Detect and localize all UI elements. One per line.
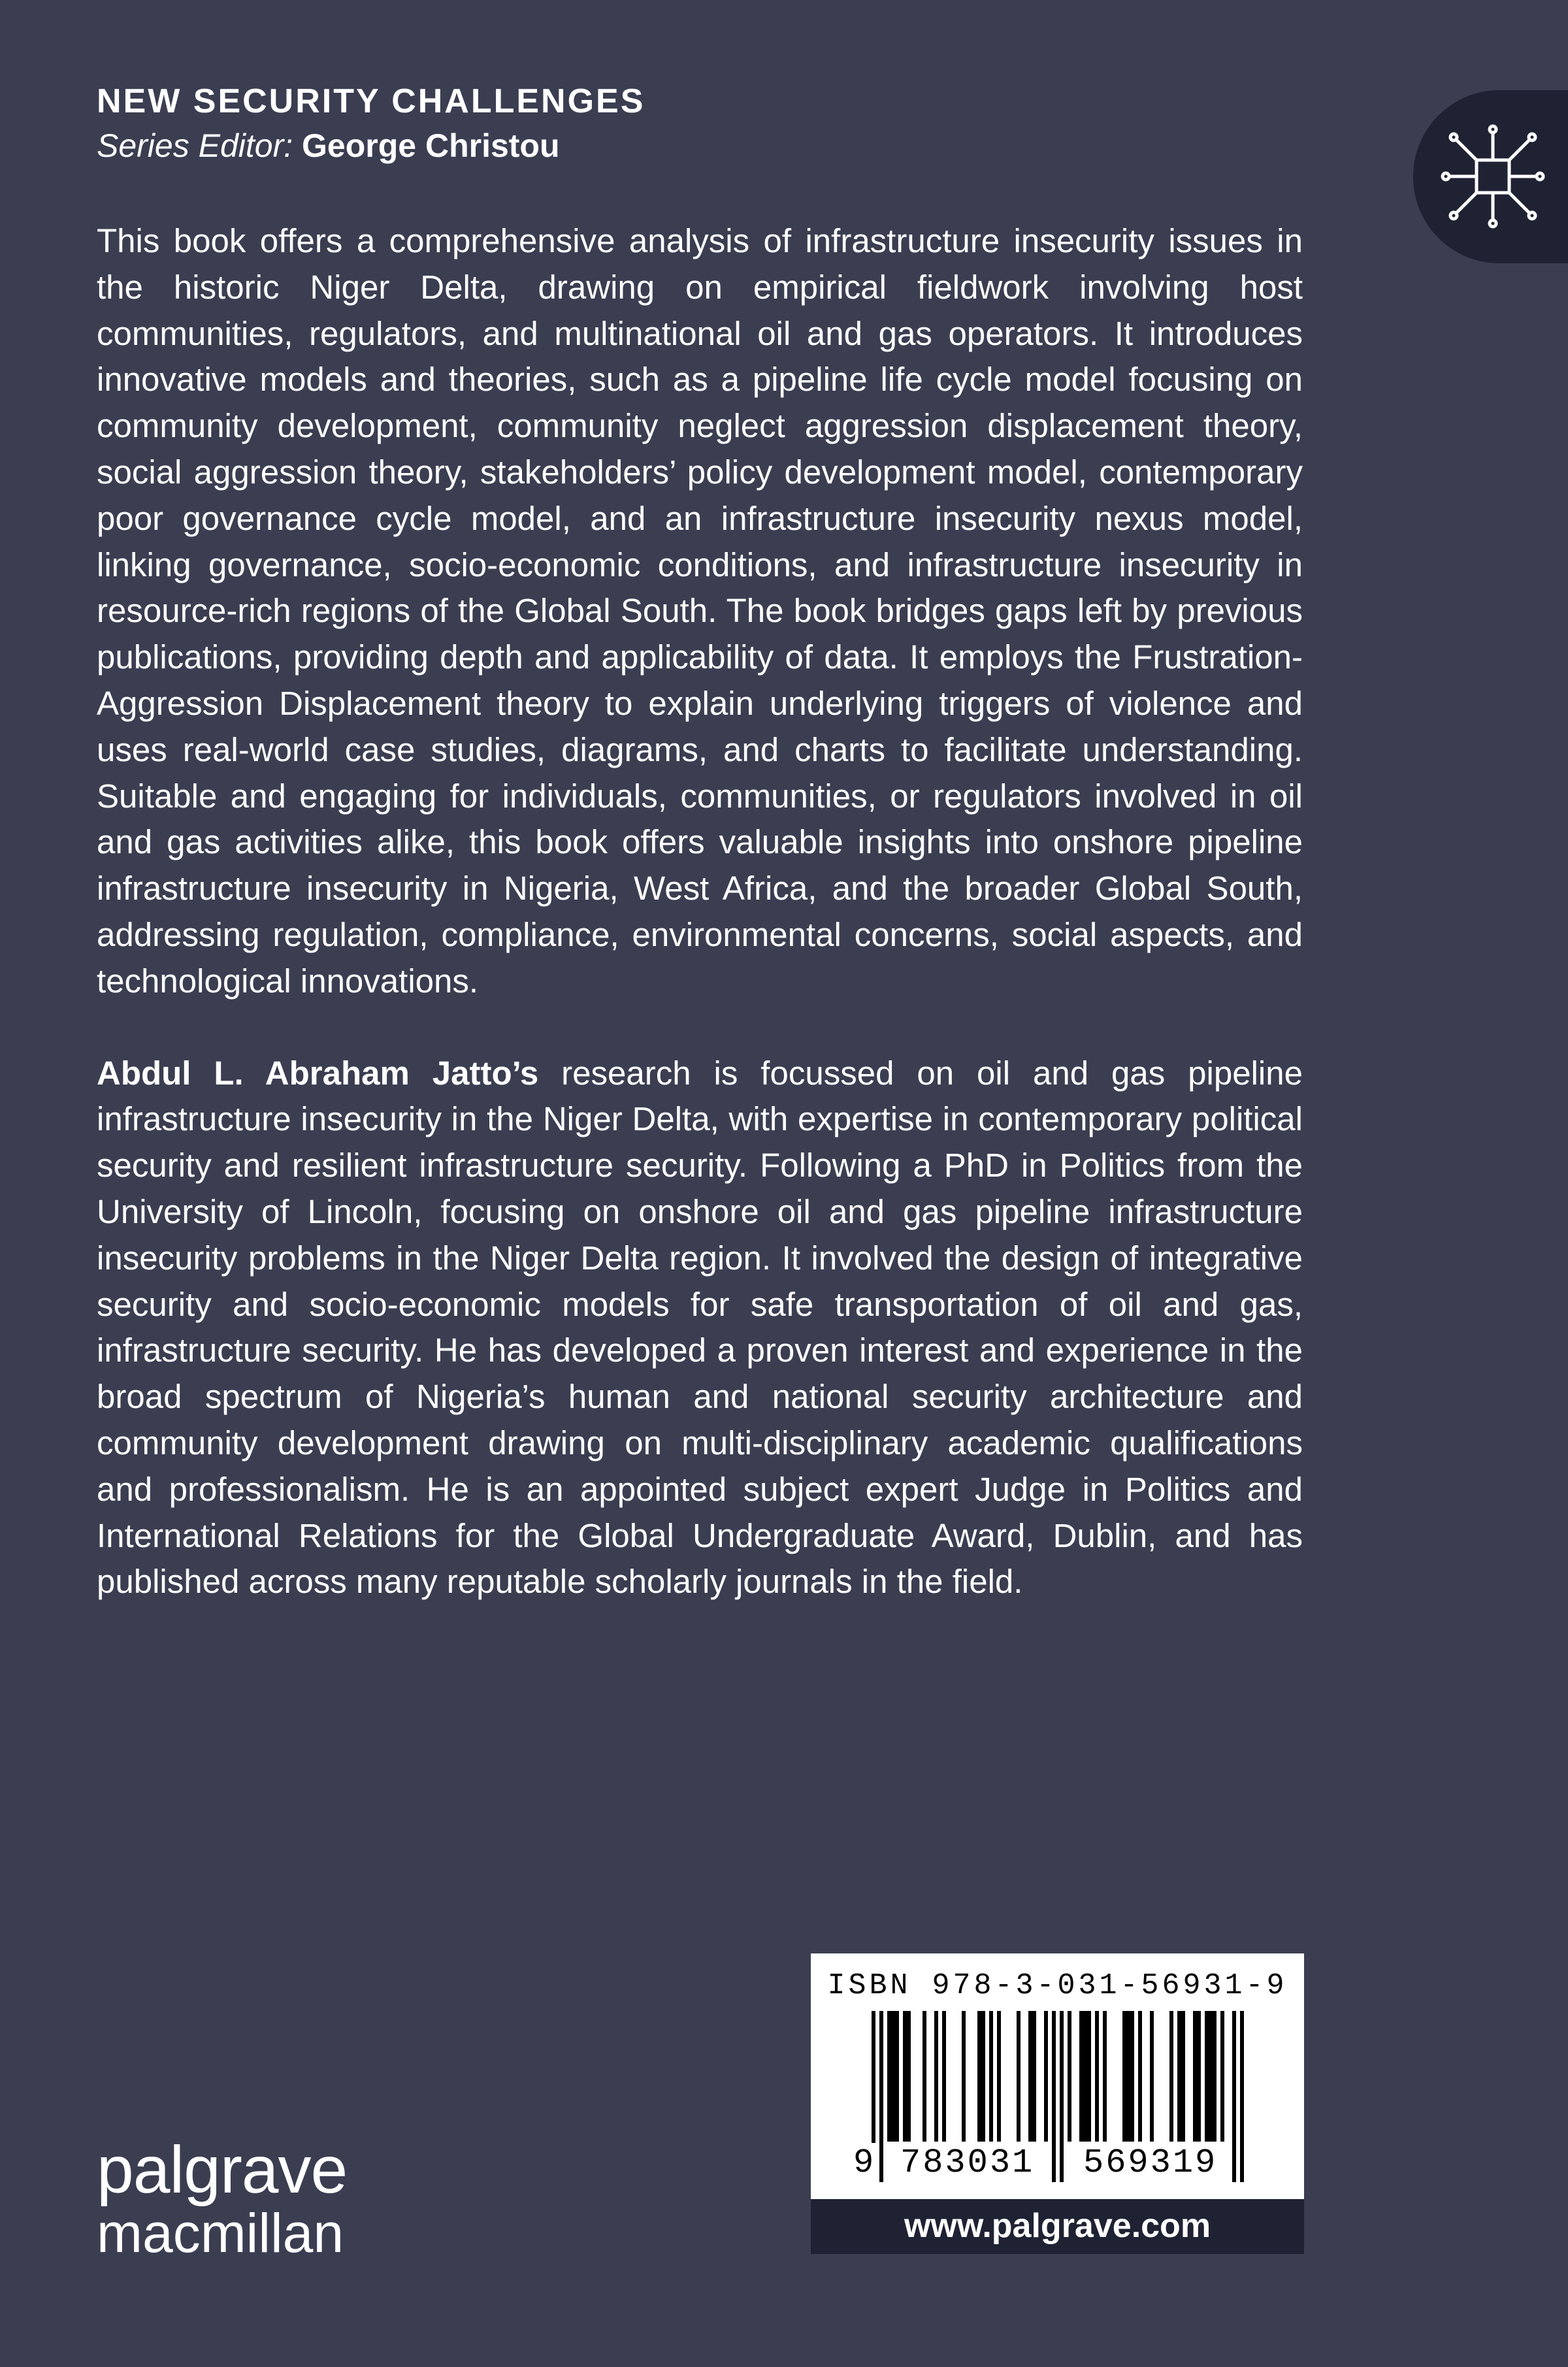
barcode-bar xyxy=(977,2011,981,2142)
ean-digits xyxy=(852,2143,1270,2183)
barcode-bar xyxy=(1122,2011,1126,2142)
author-name: Abdul L. Abraham Jatto’s xyxy=(97,1054,539,1092)
isbn-label: ISBN 978-3-031-56931-9 xyxy=(827,1969,1288,2002)
barcode-bar xyxy=(1220,2011,1224,2142)
barcode-bar xyxy=(1205,2011,1209,2142)
palgrave-network-icon xyxy=(1439,123,1546,230)
ean-digits-left: 783031 xyxy=(900,2144,1035,2182)
barcode-bar xyxy=(989,2011,993,2142)
barcode-bar xyxy=(1138,2011,1142,2142)
barcode-bar xyxy=(1130,2011,1134,2142)
series-editor-name: George Christou xyxy=(302,127,560,164)
barcode-bar xyxy=(1087,2011,1091,2142)
barcode-bar xyxy=(1083,2011,1087,2142)
barcode-bar xyxy=(1197,2011,1201,2142)
series-editor xyxy=(97,123,1305,169)
series-editor-label: Series Editor: xyxy=(97,127,293,164)
barcode-bar xyxy=(942,2011,946,2142)
barcode-bar xyxy=(1169,2011,1173,2142)
barcode-bar xyxy=(907,2011,911,2142)
barcode-bar xyxy=(1150,2011,1154,2142)
barcode-bar xyxy=(1068,2011,1071,2142)
barcode-bar xyxy=(1209,2011,1213,2142)
barcode-bar xyxy=(887,2011,891,2142)
publisher-name-macmillan: macmillan xyxy=(97,2202,344,2264)
website-url: www.palgrave.com xyxy=(811,2196,1304,2254)
barcode-box xyxy=(811,1953,1304,2196)
barcode-bar xyxy=(1103,2011,1107,2142)
barcode-bar xyxy=(981,2011,985,2142)
barcode-bar xyxy=(1044,2011,1048,2142)
barcode-bar xyxy=(923,2011,926,2142)
barcode-bar xyxy=(997,2011,1001,2142)
barcode-bar xyxy=(891,2011,895,2142)
series-block xyxy=(97,80,1305,169)
author-bio xyxy=(97,1051,1303,1606)
ean-digit-lead: 9 xyxy=(853,2144,876,2182)
barcode-bar xyxy=(934,2011,938,2142)
barcode-bar xyxy=(903,2011,907,2142)
barcode-bar xyxy=(895,2011,899,2142)
ean-digits-right: 569319 xyxy=(1083,2144,1218,2182)
author-bio-text: research is focussed on oil and gas pipeline infrastructure insecurity in the Niger Delta, with expertise in contemporary political security and resilient infrastructure security. Following a PhD in Politics from the University of Lincoln, focusing on onshore oil and gas pipeline infrastructure insecurity problems in the Niger Delta region. It involved the design of integrative security and socio-economic models for safe transportation of oil and gas, infrastructure security. He has developed a proven interest and experience in the broad spectrum of Nigeria’s human and national security architecture and community development drawing on multi-disciplinary academic qualifications and professionalism. He is an appointed subject expert Judge in Politics and International Relations for the Global Undergraduate Award, Dublin, and has published across many reputable scholarly journals in the field. xyxy=(97,1054,1303,1601)
publisher-logo xyxy=(97,2132,371,2264)
barcode-bar xyxy=(1079,2011,1083,2142)
barcode-bar xyxy=(1213,2011,1217,2142)
barcode-bar xyxy=(1028,2011,1032,2142)
barcode-bar xyxy=(1126,2011,1130,2142)
barcode-bar xyxy=(1193,2011,1197,2142)
publisher-name-palgrave: palgrave xyxy=(97,2132,348,2207)
barcode-bar xyxy=(1095,2011,1099,2142)
barcode-bar xyxy=(1017,2011,1021,2142)
series-title: NEW SECURITY CHALLENGES xyxy=(97,82,645,120)
book-description: This book offers a comprehensive analysis of infrastructure insecurity issues in the historic Niger Delta, drawing on empirical fieldwork involving host communities, regulators, and multinational oil and gas operators. It introduces innovative models and theories, such as a pipeline life cycle model focusing on community development, community neglect aggression displacement theory, social aggression theory, stakeholders’ policy development model, contemporary poor governance cycle model, and an infrastructure insecurity nexus model, linking governance, socio-economic conditions, and infrastructure insecurity in resource-rich regions of the Global South. The book bridges gaps left by previous publications, providing depth and applicability of data. It employs the Frustration-Aggression Displacement theory to explain underlying triggers of violence and uses real-world case studies, diagrams, and charts to facilitate understanding. Suitable and engaging for individuals, communities, or regulators involved in oil and gas activities alike, this book offers valuable insights into onshore pipeline infrastructure insecurity in Nigeria, West Africa, and the broader Global South, addressing regulation, compliance, environmental concerns, social aspects, and technological innovations. xyxy=(97,222,1303,1000)
barcode-bar xyxy=(1177,2011,1181,2142)
back-cover-text xyxy=(97,218,1303,1605)
barcode-bar xyxy=(962,2011,966,2142)
palgrave-logo-tab xyxy=(1413,90,1568,263)
barcode-bar xyxy=(1032,2011,1036,2142)
barcode-bar xyxy=(1181,2011,1185,2142)
